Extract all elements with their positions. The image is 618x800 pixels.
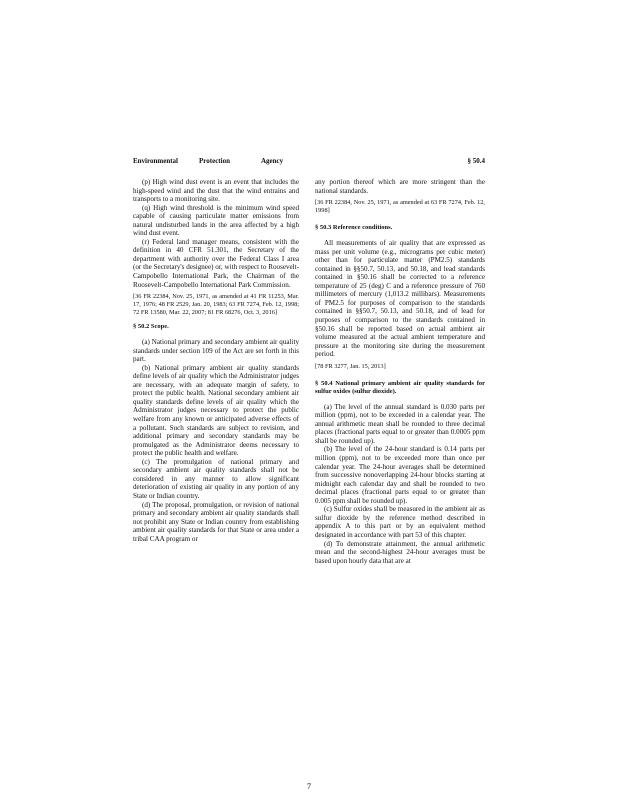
- running-header: [133, 157, 485, 171]
- left-column: [133, 178, 299, 543]
- page-number: 7: [306, 781, 312, 791]
- definition-r: (r) Federal land manager means, consistent with the definition in 40 CFR 51.301, the Secretary of the department with authority over the Federal Class I area (or the Secretary's designee) or, with respect to Roosevelt-Campobello International Park, the Chairman of the Roosevelt-Campobello International Park Commission.: [133, 237, 299, 289]
- paragraph-50-4-a: (a) The level of the annual standard is 0.030 parts per million (ppm), not to be exceeded in a calendar year. The annual arithmetic mean shall be rounded to three decimal places (fractional parts equal to or greater than 0.0005 ppm shall be rounded up).: [315, 402, 485, 445]
- header-section-number: § 50.4: [467, 157, 485, 165]
- paragraph-50-2-c: (c) The promulgation of national primary and secondary ambient air quality standards shall not be considered in any manner to allow significant deterioration of existing air quality in any portion of any State or Indian country.: [133, 457, 299, 500]
- paragraph-50-2-b: (b) National primary ambient air quality standards define levels of air quality which the Administrator judges are necessary, with an adequate margin of safety, to protect the public health. National secondary ambient air quality standards define levels of air quality which the Administrator judges necessary to protect the public welfare from any known or anticipated adverse effects of a pollutant. Such standards are subject to revision, and additional primary and secondary standards may be promulgated as the Administrator deems necessary to protect the public health and welfare.: [133, 363, 299, 458]
- paragraph-50-2-a: (a) National primary and secondary ambient air quality standards under section 109 of the Act are set forth in this part.: [133, 338, 299, 364]
- header-agency-word-3: Agency: [261, 157, 284, 165]
- paragraph-50-4-d: (d) To demonstrate attainment, the annual arithmetic mean and the second-highest 24-hour averages must be based upon hourly data that are at: [315, 539, 485, 565]
- section-heading-50-4: § 50.4 National primary ambient air quality standards for sulfur oxides (sulfur dioxide).: [315, 379, 485, 395]
- definition-p: (p) High wind dust event is an event that includes the high-speed wind and the dust that the wind entrains and transports to a monitoring site.: [133, 178, 299, 204]
- citation-50-3: [78 FR 3277, Jan. 15, 2013]: [315, 362, 386, 370]
- citation-50-2: [36 FR 22384, Nov. 25, 1971, as amended at 63 FR 7274, Feb. 12, 1998]: [315, 199, 485, 215]
- section-heading-50-2: § 50.2 Scope.: [133, 323, 169, 331]
- paragraph-50-2-d: (d) The proposal, promulgation, or revision of national primary and secondary ambient air quality standards shall not prohibit any State or Indian country from establishing ambient air quality standards for that State or area under a tribal CAA program or: [133, 500, 299, 543]
- paragraph-50-4-b: (b) The level of the 24-hour standard is 0.14 parts per million (ppm), not to be exceeded more than once per calendar year. The 24-hour averages shall be determined from successive nonoverlapping 24-hour blocks starting at midnight each calendar day and shall be rounded to two decimal places (fractional parts equal to or greater than 0.005 ppm shall be rounded up).: [315, 445, 485, 505]
- header-agency-word-1: Environmental: [133, 157, 178, 165]
- definition-q: (q) High wind threshold is the minimum wind speed capable of causing particulate matter emissions from natural undisturbed lands in the area affected by a high wind dust event.: [133, 203, 299, 238]
- section-heading-50-3: § 50.3 Reference conditions.: [315, 224, 393, 232]
- paragraph-50-4-c: (c) Sulfur oxides shall be measured in the ambient air as sulfur dioxide by the reference method described in appendix A to this part or by an equivalent method designated in accordance with part 53 of this chapter.: [315, 505, 485, 539]
- header-agency-word-2: Protection: [199, 157, 230, 165]
- paragraph-50-3: All measurements of air quality that are expressed as mass per unit volume (e.g., micrograms per cubic meter) other than for particulate matter (PM2.5) standards contained in §§50.7, 50.13, and 50.18, and lead standards contained in §50.16 shall be corrected to a reference temperature of 25 (deg) C and a reference pressure of 760 millimeters of mercury (1,013.2 millibars). Measurements of PM2.5 for purposes of comparison to the standards contained in §§50.7, 50.13, and 50.18, and of lead for purposes of comparison to the standards contained in §50.16 shall be reported based on actual ambient air volume measured at the actual ambient temperature and pressure at the monitoring site during the measurement period.: [315, 239, 485, 359]
- paragraph-50-2-d-continued: any portion thereof which are more stringent than the national standards.: [315, 178, 485, 195]
- citation-50-1: [36 FR 22384, Nov. 25, 1971, as amended at 41 FR 11253, Mar. 17, 1976; 48 FR 2529, Jan. 20, 1983; 63 FR 7274, Feb. 12, 1998; 72 FR 13580, Mar. 22, 2007; 81 FR 68276, Oct. 3, 2016]: [133, 293, 299, 317]
- right-column: [315, 178, 485, 565]
